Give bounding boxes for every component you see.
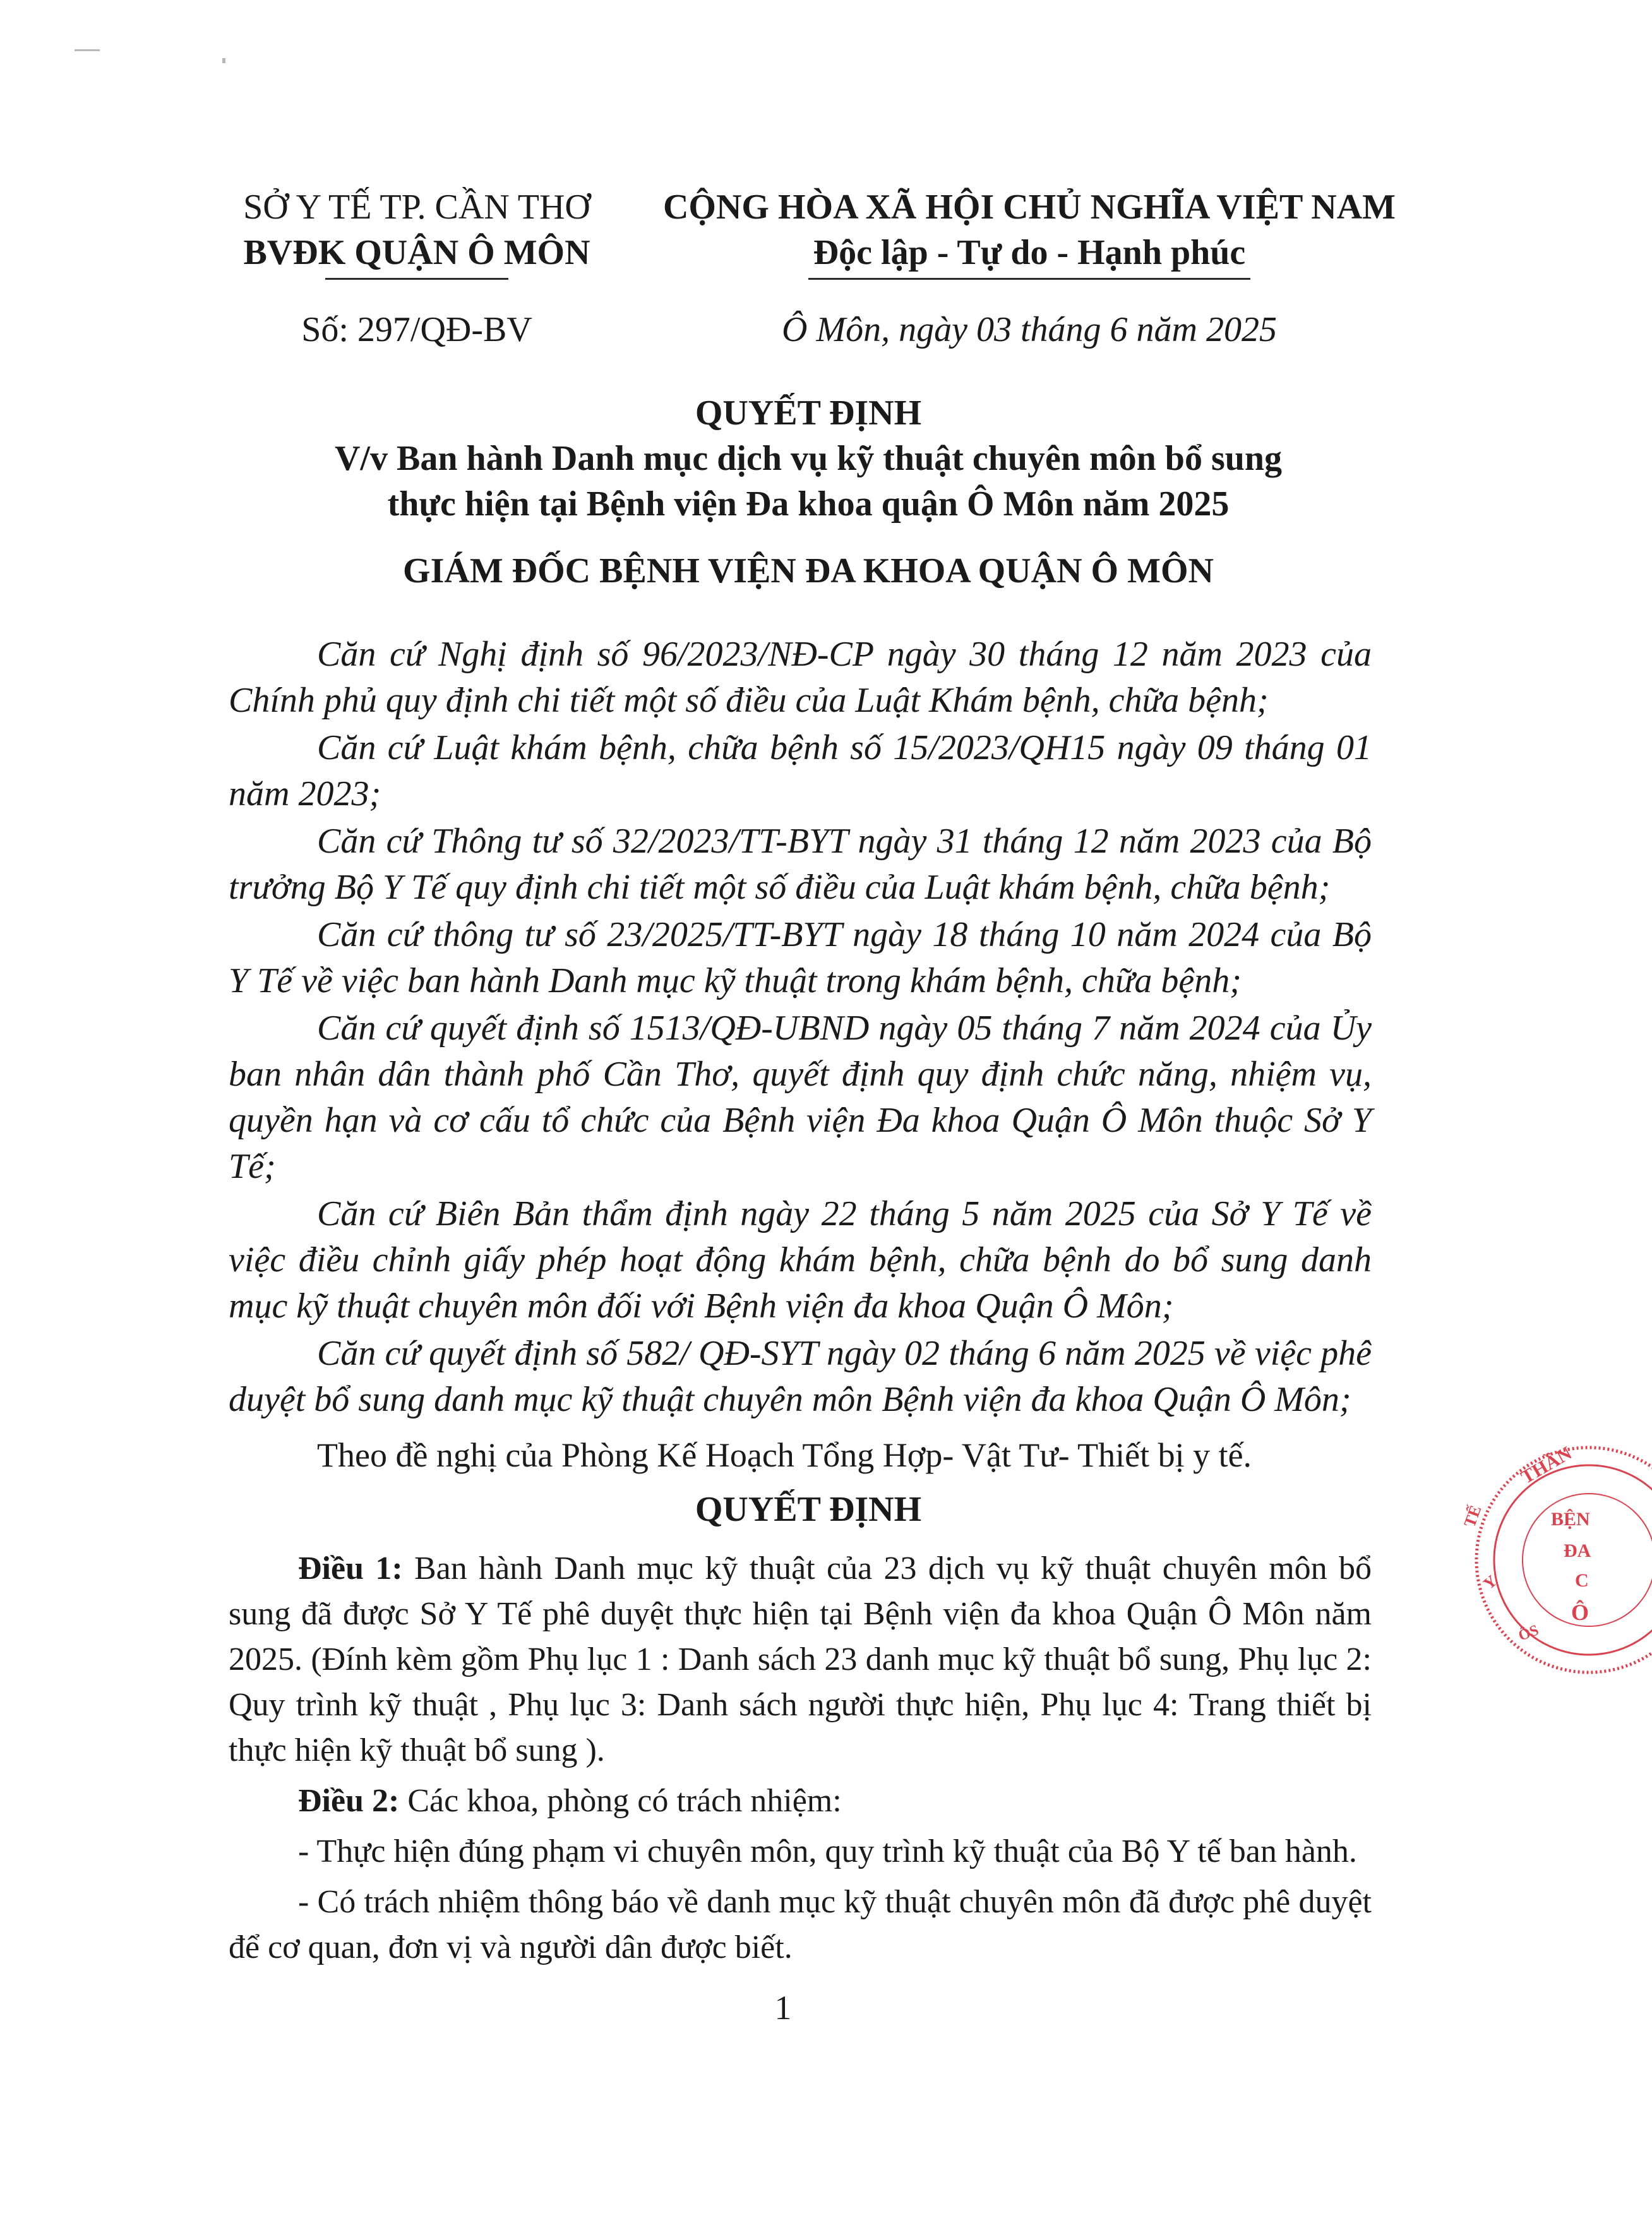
proposal-line: Theo đề nghị của Phòng Kế Hoạch Tổng Hợp- Vật Tư- Thiết bị y tế. xyxy=(317,1436,1252,1474)
scan-speck xyxy=(75,49,100,51)
issuing-organization xyxy=(208,184,625,280)
header-rule-left xyxy=(325,278,508,280)
national-motto xyxy=(650,184,1408,280)
parent-agency: SỞ Y TẾ TP. CẦN THƠ xyxy=(243,188,590,227)
svg-text:TẾ: TẾ xyxy=(1460,1502,1485,1530)
article-2-item: - Thực hiện đúng phạm vi chuyên môn, quy trình kỹ thuật của Bộ Y tế ban hành. xyxy=(298,1833,1357,1869)
basis-item: Căn cứ Biên Bản thẩm định ngày 22 tháng 5 năm 2025 của Sở Y Tế về việc điều chỉnh giấy phép hoạt động khám bệnh, chữa bệnh do bổ sung danh mục kỹ thuật chuyên môn đối với Bệnh viện đa khoa Quận Ô Môn; xyxy=(229,1194,1372,1326)
title-kind: QUYẾT ĐỊNH xyxy=(695,393,922,433)
svg-text:BỆN: BỆN xyxy=(1551,1509,1590,1530)
issuing-authority: GIÁM ĐỐC BỆNH VIỆN ĐA KHOA QUẬN Ô MÔN xyxy=(403,551,1214,591)
svg-text:C: C xyxy=(1575,1570,1589,1591)
basis-item: Căn cứ Thông tư số 32/2023/TT-BYT ngày 31 tháng 12 năm 2023 của Bộ trưởng Bộ Y Tế quy định chi tiết một số điều của Luật khám bệnh, chữa bệnh; xyxy=(229,822,1372,907)
country-name: CỘNG HÒA XÃ HỘI CHỦ NGHĨA VIỆT NAM xyxy=(662,188,1396,227)
svg-text:Ô: Ô xyxy=(1571,1600,1589,1625)
document-number: Số: 297/QĐ-BV xyxy=(301,310,532,349)
legal-basis xyxy=(229,632,1372,1424)
basis-item: Căn cứ Nghị định số 96/2023/NĐ-CP ngày 30 tháng 12 năm 2023 của Chính phủ quy định chi tiết một số điều của Luật Khám bệnh, chữa bệnh; xyxy=(229,635,1372,720)
svg-text:THẦN: THẦN xyxy=(1517,1442,1576,1489)
page-number: 1 xyxy=(774,1989,792,2027)
article-1-text: Ban hành Danh mục kỹ thuật của 23 dịch vụ kỹ thuật chuyên môn bổ sung đã được Sở Y Tế phê duyệt thực hiện tại Bệnh viện đa khoa Quận Ô Môn năm 2025. (Đính kèm gồm Phụ lục 1 : Danh sách 23 danh mục kỹ thuật bổ sung, Phụ lục 2: Quy trình kỹ thuật , Phụ lục 3: Danh sách người thực hiện, Phụ lục 4: Trang thiết bị thực hiện kỹ thuật bổ sung ). xyxy=(229,1550,1372,1768)
hospital-name: BVĐK QUẬN Ô MÔN xyxy=(243,233,590,272)
title-subject-line2: thực hiện tại Bệnh viện Đa khoa quận Ô Môn năm 2025 xyxy=(387,484,1230,524)
article-2-label: Điều 2: xyxy=(298,1783,400,1819)
basis-item: Căn cứ quyết định số 582/ QĐ-SYT ngày 02 tháng 6 năm 2025 về việc phê duyệt bổ sung danh mục kỹ thuật chuyên môn Bệnh viện đa khoa Quận Ô Môn; xyxy=(229,1334,1372,1419)
svg-text:ĐA: ĐA xyxy=(1564,1540,1591,1561)
header-rule-right xyxy=(808,278,1250,280)
article-1-label: Điều 1: xyxy=(298,1550,403,1586)
basis-item: Căn cứ quyết định số 1513/QĐ-UBND ngày 05 tháng 7 năm 2024 của Ủy ban nhân dân thành phố Cần Thơ, quyết định quy định chức năng, nhiệm vụ, quyền hạn và cơ cấu tổ chức của Bệnh viện Đa khoa Quận Ô Môn thuộc Sở Y Tế; xyxy=(229,1009,1372,1186)
article-2-text: Các khoa, phòng có trách nhiệm: xyxy=(399,1783,842,1819)
place-and-date: Ô Môn, ngày 03 tháng 6 năm 2025 xyxy=(782,310,1277,349)
svg-text:ÔS: ÔS xyxy=(1516,1622,1541,1645)
article-2 xyxy=(229,1778,1372,1824)
scan-speck xyxy=(222,58,225,63)
article-2-item: - Có trách nhiệm thông báo về danh mục kỹ thuật chuyên môn đã được phê duyệt để cơ quan, đơn vị và người dân được biết. xyxy=(229,1884,1372,1965)
motto: Độc lập - Tự do - Hạnh phúc xyxy=(813,233,1246,272)
official-seal-icon xyxy=(1460,1440,1652,1667)
document-title xyxy=(189,390,1427,527)
article-1 xyxy=(229,1546,1372,1773)
title-subject-line1: V/v Ban hành Danh mục dịch vụ kỹ thuật chuyên môn bổ sung xyxy=(334,439,1283,478)
svg-text:Y: Y xyxy=(1480,1571,1501,1593)
basis-item: Căn cứ thông tư số 23/2025/TT-BYT ngày 18 tháng 10 năm 2024 của Bộ Y Tế về việc ban hành Danh mục kỹ thuật trong khám bệnh, chữa bệnh; xyxy=(229,915,1372,1000)
decision-heading: QUYẾT ĐỊNH xyxy=(695,1490,922,1529)
basis-item: Căn cứ Luật khám bệnh, chữa bệnh số 15/2023/QH15 ngày 09 tháng 01 năm 2023; xyxy=(229,728,1372,813)
articles xyxy=(229,1546,1372,1976)
